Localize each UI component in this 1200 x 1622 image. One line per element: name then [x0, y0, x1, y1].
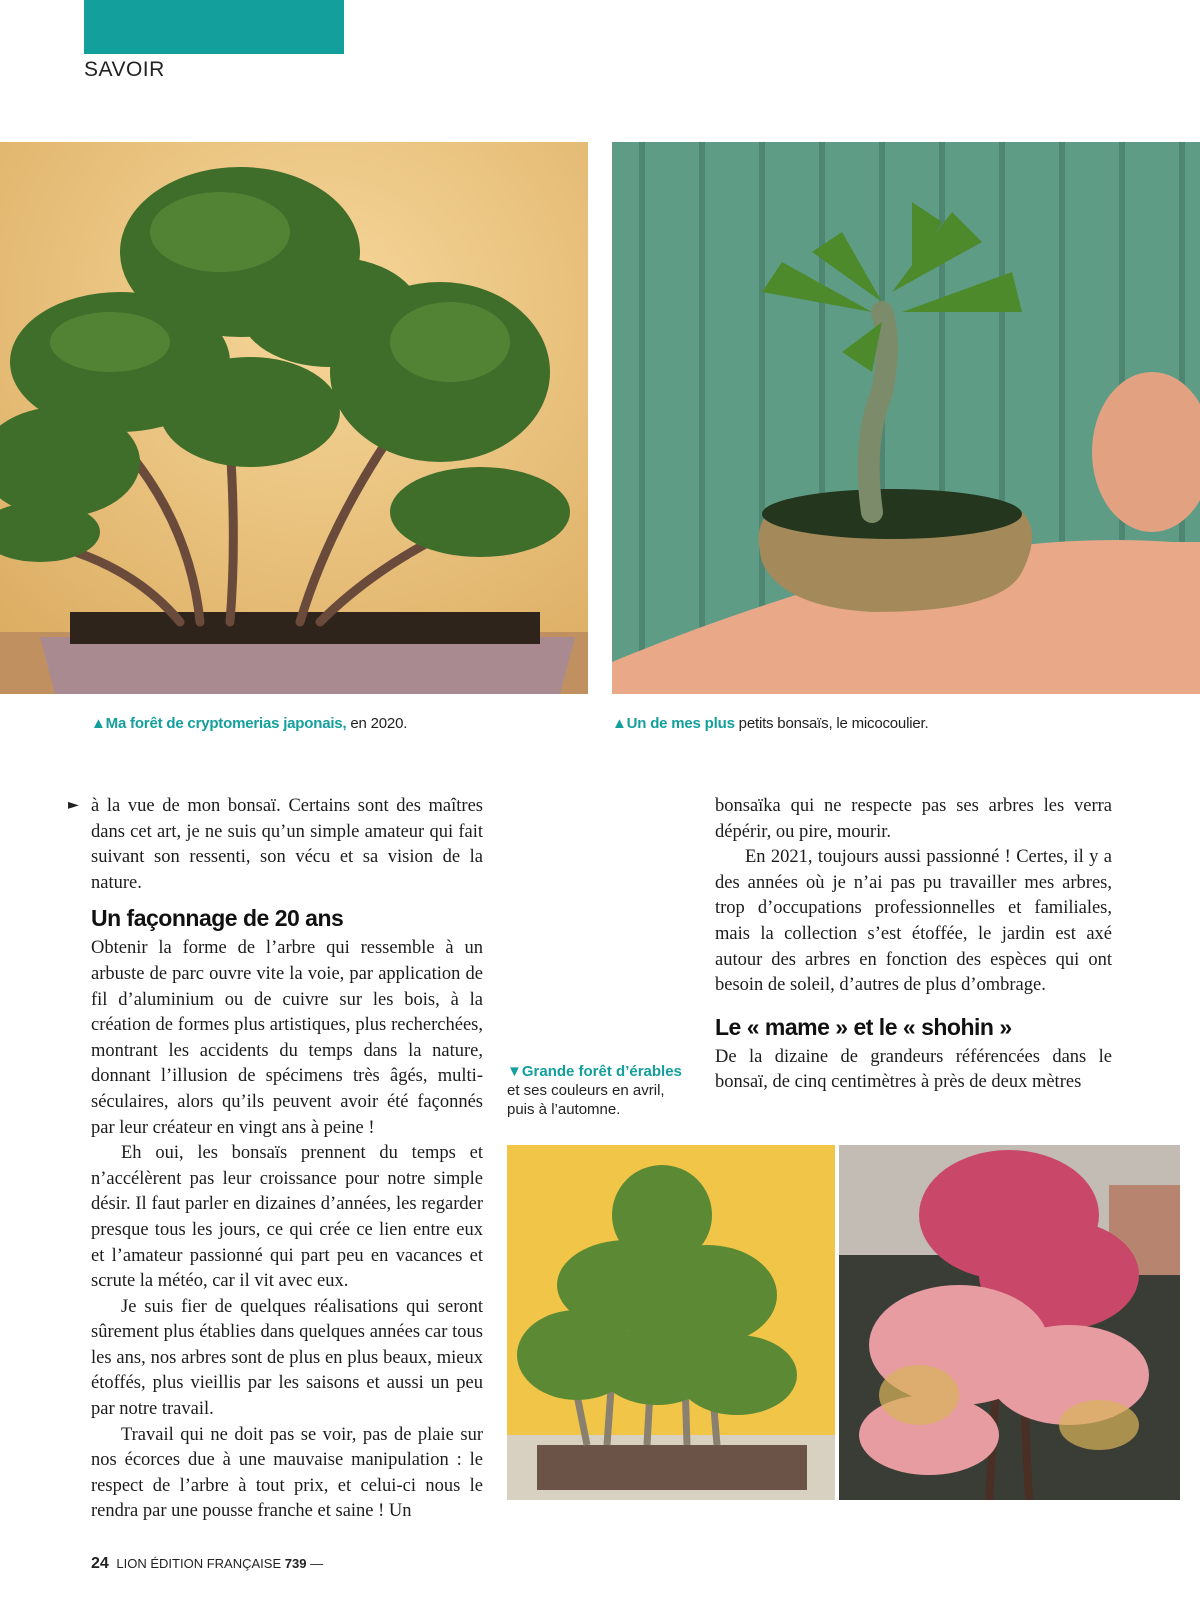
photo-caption-micocoulier — [612, 715, 928, 732]
caption-highlight: ▲Ma forêt de cryptomerias japonais, — [91, 715, 347, 732]
article-column-right — [715, 794, 1112, 1096]
footer-rule: — — [310, 1556, 324, 1571]
paragraph: à la vue de mon bonsaï. Certains sont des maîtres dans cet art, je ne suis qu’un simple amateur qui fait suivant son ressenti, son vécu et sa vision de la nature. — [91, 796, 483, 893]
issue-number: 739 — [284, 1556, 307, 1571]
paragraph: Obtenir la forme de l’arbre qui ressemble à un arbuste de parc ouvre vite la voie, par application de fil d’aluminium ou de cuivre sur les bois, à la création de formes plus artistiques, plus recherchées, montrant les accidents du temps dans la nature, donnant l’illusion de spécimens très âgés, multi-séculaires, alors qu’ils peuvent avoir été façonnés par leur créateur en vingt ans à peine ! — [91, 938, 483, 1138]
caption-text: en 2020. — [346, 715, 408, 732]
caption-text: petits bonsaïs, le micocoulier. — [734, 715, 929, 732]
section-label: SAVOIR — [84, 58, 165, 81]
maple-forest-autumn-photo — [839, 1145, 1180, 1500]
micocoulier-photo — [612, 142, 1200, 694]
section-heading: Un façonnage de 20 ans — [91, 905, 344, 932]
page-number: 24 — [91, 1555, 109, 1572]
cryptomeria-forest-photo — [0, 142, 588, 694]
caption-text: puis à l’automne. — [507, 1101, 621, 1118]
paragraph: De la dizaine de grandeurs référencées dans le bonsaï, de cinq centimètres à près de deux mètres — [715, 1046, 1112, 1093]
paragraph: Eh oui, les bonsaïs prennent du temps et n’accélèrent pas leur croissance pour notre simple désir. Il faut parler en dizaines d’années, les regarder presque tous les jours, ce qui crée ce lien entre eux et l’amateur passionné qui part peu en vacances et scrute la météo, car il vit avec eux. — [91, 1143, 483, 1292]
page-footer — [91, 1555, 323, 1573]
paragraph: Je suis fier de quelques réalisations qui seront sûrement plus établies dans quelques années car tous les ans, nos arbres sont de plus en plus beaux, mieux étoffés, plus vieillis par les saisons et aussi un peu par notre travail. — [91, 1296, 483, 1420]
paragraph: bonsaïka qui ne respecte pas ses arbres les verra dépérir, ou pire, mourir. — [715, 796, 1112, 842]
caption-highlight: ▲Un de mes plus — [612, 715, 735, 732]
maple-forest-caption — [507, 1062, 697, 1119]
magazine-name: LION ÉDITION FRANÇAISE — [116, 1556, 282, 1571]
photo-caption-cryptomeria — [91, 715, 407, 732]
paragraph: En 2021, toujours aussi passionné ! Certes, il y a des années où je n’ai pas pu travailler mes arbres, trop d’occupations professionnelles et familiales, mais la collection s’est étoffée, le jardin est axé autour des arbres en fonction des espèces qui ont besoin de soleil, d’autres de plus d’ombrage. — [715, 847, 1112, 996]
caption-highlight: ▼Grande forêt d’érables — [507, 1063, 682, 1080]
paragraph: Travail qui ne doit pas se voir, pas de plaie sur nos écorces due à une mauvaise manipulation : le respect de l’arbre à tout prix, et celui-ci nous le rendra par une pousse franche et saine ! Un — [91, 1424, 483, 1522]
caption-text: et ses couleurs en avril, — [507, 1082, 665, 1099]
section-color-bar — [84, 0, 344, 54]
section-heading: Le « mame » et le « shohin » — [715, 1013, 1012, 1040]
continuation-arrow-icon: ► — [68, 797, 79, 813]
maple-forest-spring-photo — [507, 1145, 835, 1500]
article-column-left — [91, 794, 483, 1525]
